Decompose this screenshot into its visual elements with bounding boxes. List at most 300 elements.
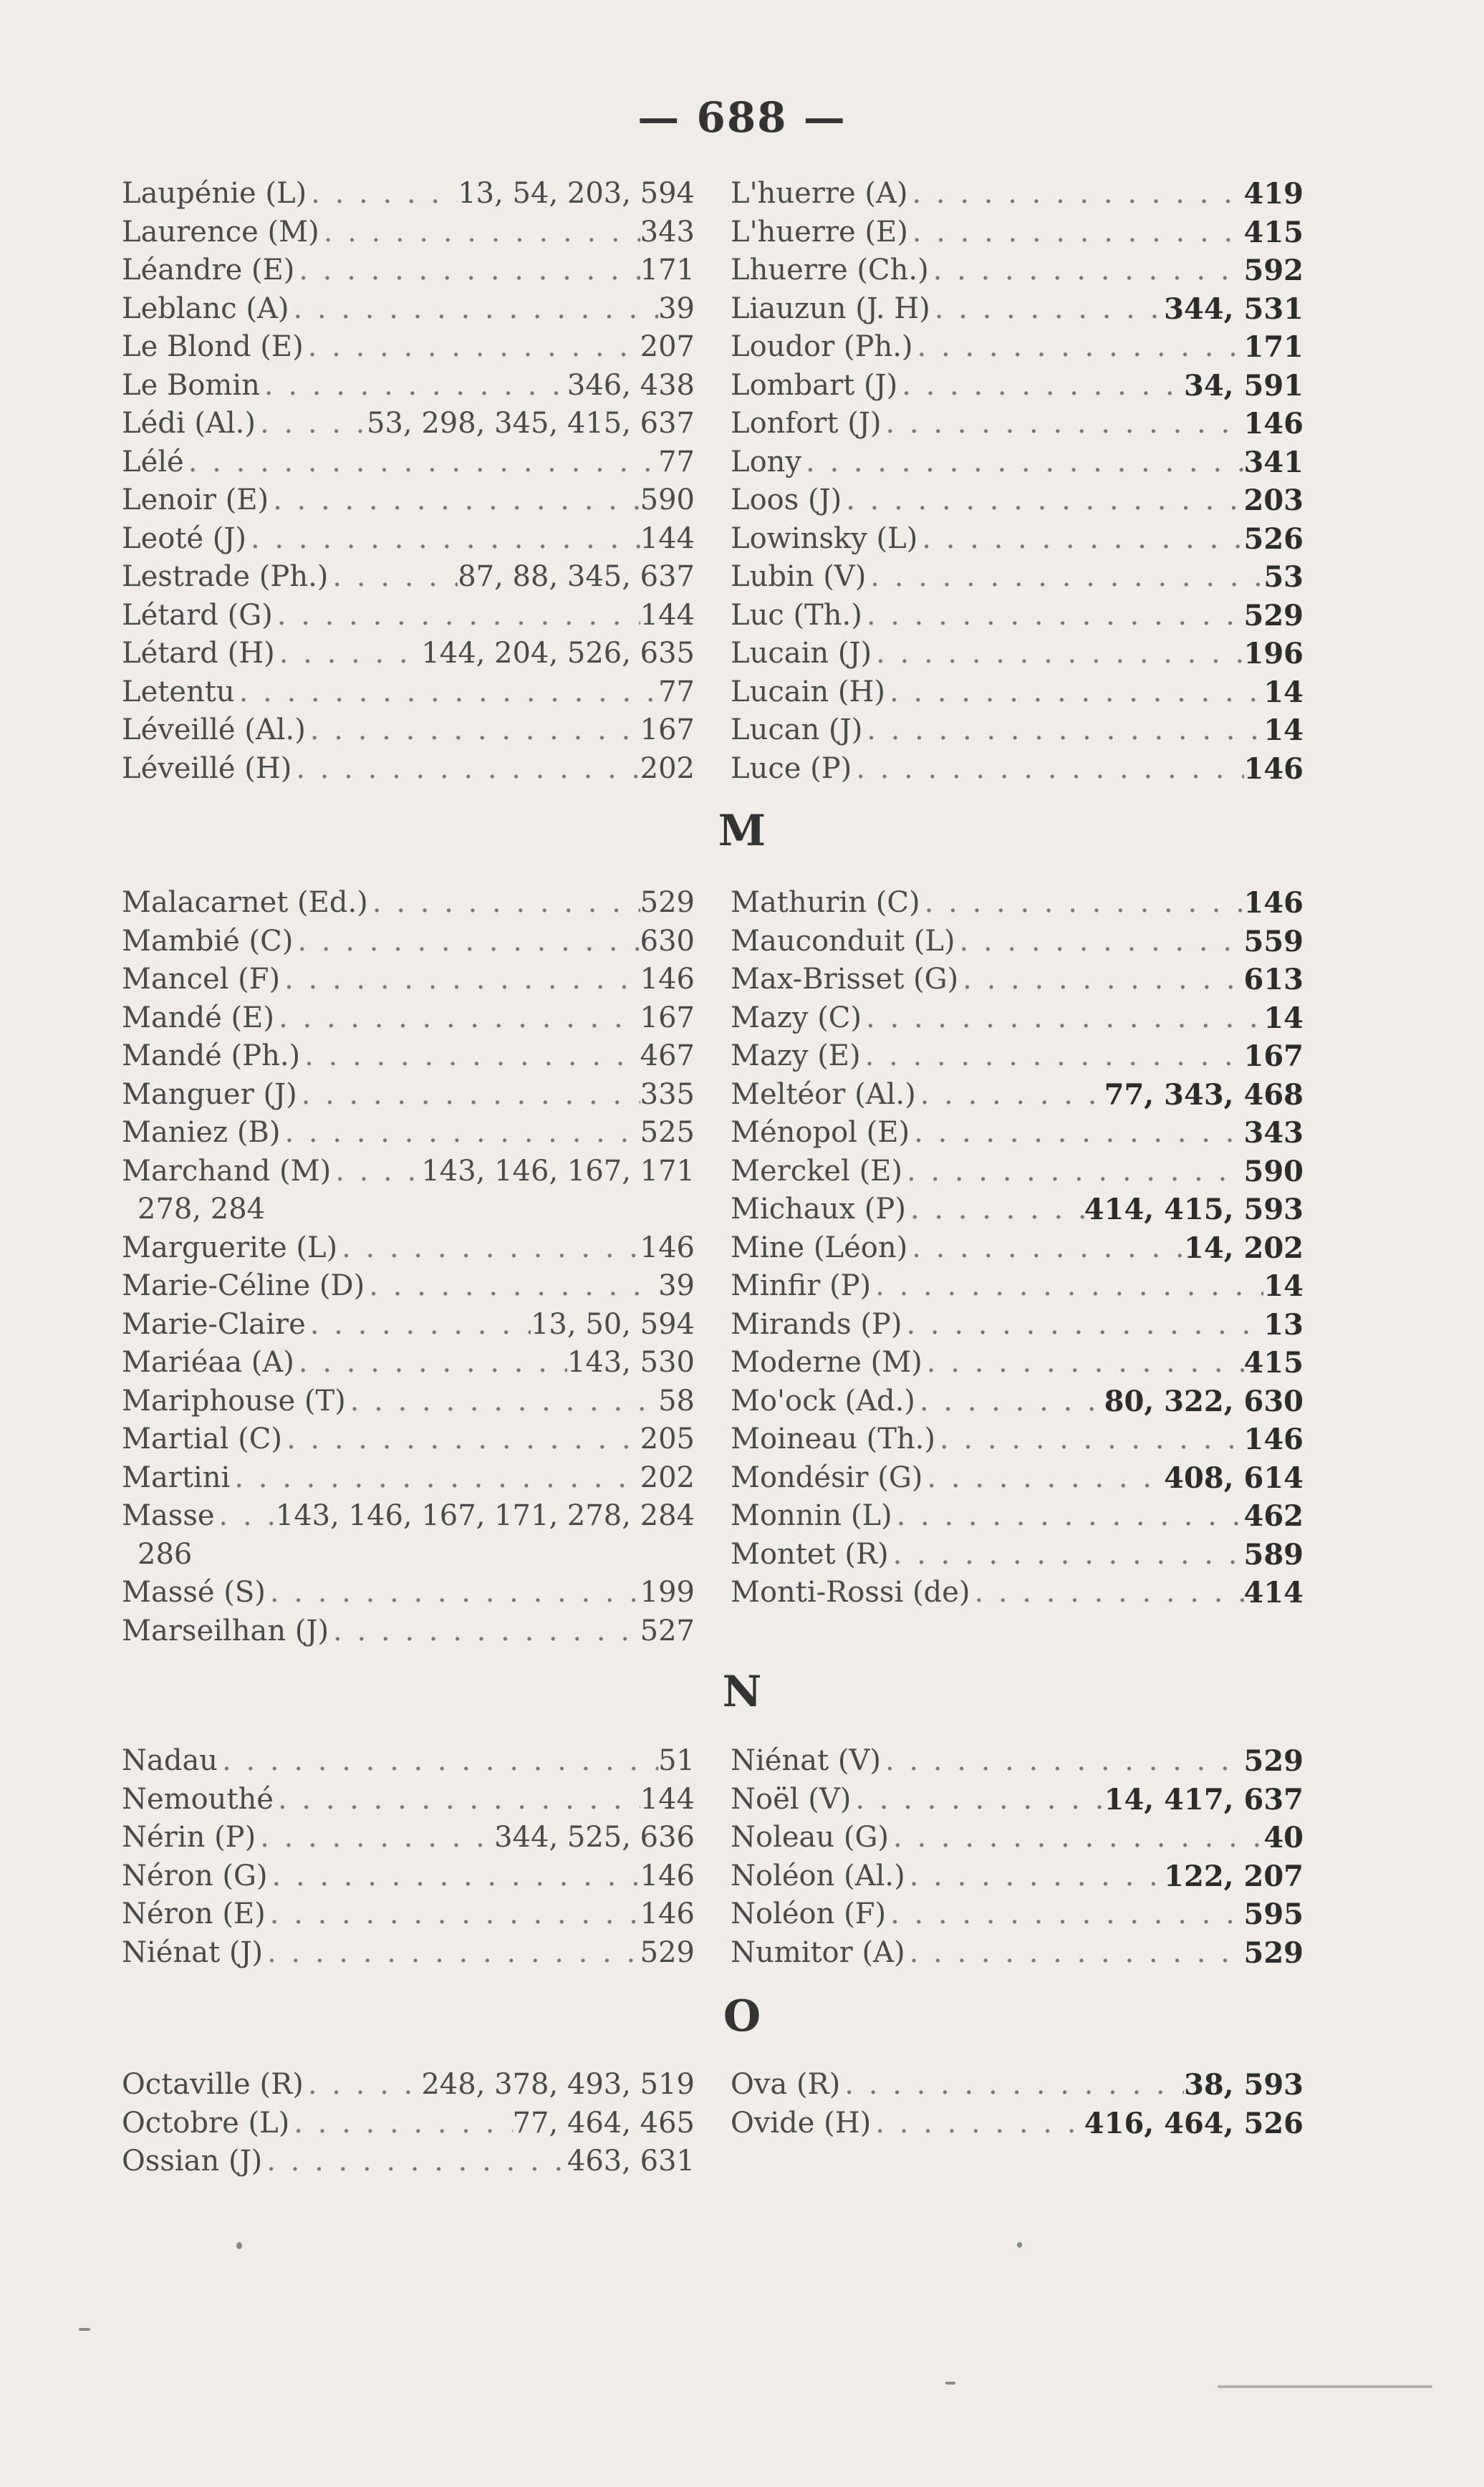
entry-pages: 415 [1243,215,1304,249]
entry-pages: 122, 207 [1164,1859,1304,1893]
entry-name: Malacarnet (Ed.) [122,886,368,919]
entry-pages: 13 [1263,1307,1304,1342]
entry-continuation: 278, 284 [138,1193,266,1226]
entry-name: Lucain (H) [731,675,885,708]
entry-pages: 590 [1243,1154,1304,1188]
entry-name: Laurence (M) [122,215,319,249]
scan-speck [1218,2385,1432,2388]
entry-pages: 205 [640,1423,695,1456]
dot-leader [304,328,640,367]
entry-name: Octobre (L) [122,2106,290,2140]
entry-pages: 167 [640,713,695,746]
index-entry [731,999,1304,1038]
index-entry [122,328,695,367]
dot-leader [916,1076,1104,1115]
left-column [122,1742,695,1972]
dot-leader [885,673,1263,712]
index-entry [122,1344,695,1382]
dot-leader [280,1114,640,1153]
entry-name: Nérin (P) [122,1821,256,1854]
entry-name: Loos (J) [731,484,842,516]
dot-leader [892,1497,1244,1536]
entry-name: Mirands (P) [731,1307,902,1341]
entry-name: Minfir (P) [731,1269,872,1302]
dot-leader [235,673,659,712]
dot-leader [871,1267,1263,1306]
index-entry [731,1420,1304,1459]
entry-name: Martial (C) [122,1423,282,1456]
entry-name: L'huerre (E) [731,215,908,249]
entry-pages: 51 [658,1744,695,1777]
section-letter-m: M [718,806,766,856]
dot-leader [329,1612,640,1651]
dot-leader [218,1742,658,1781]
entry-pages: 77, 464, 465 [512,2106,695,2140]
entry-pages: 146 [1243,751,1304,786]
entry-pages: 344, 525, 636 [494,1821,695,1854]
entry-pages: 595 [1243,1897,1304,1931]
entry-name: Mariéaa (A) [122,1346,294,1379]
entry-name: Mondésir (G) [731,1461,923,1494]
dot-leader [262,2142,567,2181]
entry-pages: 143, 530 [567,1346,695,1379]
index-entry [731,1536,1304,1574]
entry-pages: 167 [1243,1039,1304,1073]
entry-pages: 39 [658,292,695,325]
dot-leader [275,635,422,673]
index-entry [122,597,695,635]
dot-leader [331,1153,421,1191]
entry-name: Letentu [122,675,235,708]
index-entry [731,923,1304,961]
entry-name: Manguer (J) [122,1077,297,1111]
entry-name: Néron (E) [122,1897,266,1930]
entry-name: Le Bomin [122,368,260,402]
entry-pages: 589 [1243,1537,1304,1572]
index-entry [731,635,1304,673]
index-entry [122,1742,695,1781]
dot-leader [840,2066,1184,2104]
entry-pages: 415 [1243,1346,1304,1380]
index-entry [122,2066,695,2104]
dot-leader [306,711,640,750]
entry-name: Moderne (M) [731,1346,922,1379]
entry-name: Michaux (P) [731,1193,906,1226]
index-entry [122,1037,695,1076]
index-entry [731,1382,1304,1421]
entry-pages: 467 [640,1039,695,1072]
index-entry [731,1781,1304,1819]
dot-leader [293,923,640,961]
entry-pages: 14, 417, 637 [1104,1782,1304,1817]
left-column [122,175,695,788]
dot-leader [866,558,1263,597]
entry-pages: 171 [1243,330,1304,364]
entry-pages: 13, 50, 594 [530,1307,695,1341]
index-entry [731,481,1304,520]
dot-leader [294,251,640,290]
entry-name: Mo'ock (Ad.) [731,1384,915,1418]
entry-name: Lenoir (E) [122,484,269,516]
index-entry [122,1781,695,1819]
dot-leader [266,1895,640,1934]
index-entry [731,597,1304,635]
left-column [122,2066,695,2181]
dot-leader [915,1382,1104,1421]
index-entry [122,1857,695,1896]
dot-leader [958,961,1243,999]
dot-leader [280,961,640,999]
dot-leader [862,711,1263,750]
index-entry [122,711,695,750]
index-entry [122,1612,695,1651]
index-entry [731,1306,1304,1344]
entry-pages: 613 [1243,963,1304,996]
index-entry [122,481,695,520]
entry-name: Léandre (E) [122,254,295,287]
dot-leader [907,1229,1184,1268]
index-entry [731,558,1304,597]
entry-pages: 203 [1243,484,1304,517]
entry-pages: 87, 88, 345, 637 [458,560,695,593]
index-entry [122,1420,695,1459]
entry-pages: 414 [1243,1576,1304,1610]
dot-leader [872,635,1243,673]
entry-name: Octaville (R) [122,2068,304,2101]
entry-continuation: 286 [138,1537,193,1571]
index-entry [731,1857,1304,1896]
entry-pages: 529 [640,1935,695,1969]
dot-leader [801,443,1243,482]
entry-pages: 53, 298, 345, 415, 637 [366,407,695,440]
dot-leader [274,1781,640,1819]
entry-name: Léveillé (Al.) [122,713,306,746]
dot-leader [852,750,1243,789]
dot-leader [246,520,640,559]
entry-name: Mathurin (C) [731,886,920,919]
entry-name: Mauconduit (L) [731,924,955,958]
entry-pages: 144 [640,1782,695,1816]
entry-pages: 419 [1243,177,1304,211]
dot-leader [269,481,640,520]
entry-name: Maniez (B) [122,1116,281,1149]
index-entry [731,1267,1304,1306]
dot-leader [266,1574,640,1612]
dot-leader [970,1574,1243,1612]
dot-leader [215,1497,276,1536]
entry-name: Lhuerre (Ch.) [731,254,929,287]
entry-name: Lucan (J) [731,713,863,746]
entry-pages: 146 [640,1897,695,1930]
entry-name: Mazy (C) [731,1001,862,1034]
index-entry [122,1895,695,1934]
index-entry [122,1497,695,1536]
entry-name: Léveillé (H) [122,751,292,785]
dot-leader [889,1536,1244,1574]
index-entry [731,711,1304,750]
entry-pages: 196 [1243,637,1304,670]
index-entry [122,1267,695,1306]
dot-leader [906,1190,1084,1229]
dot-leader [294,1344,567,1382]
right-column [731,1742,1304,1972]
index-entry [122,961,695,999]
index-entry [731,251,1304,290]
dot-leader [230,1459,640,1498]
dot-leader [842,481,1243,520]
entry-pages: 38, 593 [1183,2068,1304,2102]
index-entry [122,2142,695,2181]
dot-leader [930,290,1164,329]
index-entry [731,213,1304,252]
dot-leader [897,367,1184,405]
entry-name: Lubin (V) [731,560,867,593]
entry-name: Mine (Léon) [731,1231,908,1264]
entry-pages: 34, 591 [1183,368,1304,403]
entry-pages: 77, 343, 468 [1104,1077,1304,1112]
entry-name: Monti-Rossi (de) [731,1576,970,1609]
entry-name: Lowinsky (L) [731,521,918,555]
index-entry [122,2104,695,2143]
entry-pages: 14 [1263,1269,1304,1303]
index-entry [122,1382,695,1421]
dot-leader [881,405,1243,443]
entry-pages: 146 [1243,1423,1304,1456]
index-entry [731,290,1304,329]
entry-name: L'huerre (A) [731,177,908,210]
index-entry [731,1459,1304,1498]
entry-pages: 14 [1263,713,1304,747]
index-entry [731,1344,1304,1382]
entry-name: Ménopol (E) [731,1116,910,1149]
entry-pages: 529 [1243,1744,1304,1778]
dot-leader [862,999,1263,1038]
entry-name: Marie-Claire [122,1307,306,1341]
entry-pages: 202 [640,751,695,785]
entry-name: Lucain (J) [731,637,872,670]
entry-pages: 346, 438 [567,368,695,402]
index-entry [731,1190,1304,1229]
entry-name: Luc (Th.) [731,598,862,632]
scan-speck [1017,2242,1022,2248]
dot-leader [306,1306,531,1344]
scan-speck [945,2382,955,2385]
entry-pages: 525 [640,1116,695,1149]
entry-pages: 343 [640,215,695,249]
entry-name: Martini [122,1461,231,1494]
entry-name: Lélé [122,445,184,478]
dot-leader [304,2066,422,2104]
dot-leader [913,328,1244,367]
left-column [122,884,695,1650]
index-entry [731,520,1304,559]
index-entry [731,1819,1304,1857]
entry-pages: 462 [1243,1499,1304,1533]
index-entry [122,1459,695,1498]
entry-pages: 146 [1243,886,1304,920]
dot-leader [905,1934,1244,1973]
entry-name: Marguerite (L) [122,1231,338,1264]
right-column [731,884,1304,1612]
entry-name: Numitor (A) [731,1935,905,1969]
dot-leader [292,750,640,789]
entry-name: Niénat (V) [731,1744,881,1777]
entry-pages: 343 [1243,1116,1304,1150]
entry-name: Lédi (Al.) [122,407,256,440]
entry-pages: 146 [640,1231,695,1264]
entry-name: Merckel (E) [731,1154,902,1188]
index-entry [122,673,695,712]
dot-leader [256,405,367,443]
entry-pages: 463, 631 [567,2145,695,2178]
dot-leader [274,999,640,1038]
entry-pages: 171 [640,254,695,287]
entry-name: Monnin (L) [731,1499,892,1532]
entry-name: Marie-Céline (D) [122,1269,365,1302]
dot-leader [263,1934,640,1973]
index-entry [122,443,695,482]
entry-name: Lony [731,445,802,478]
dot-leader [929,251,1244,290]
entry-name: Mariphouse (T) [122,1384,346,1418]
entry-name: Lombart (J) [731,368,898,402]
entry-name: Mambié (C) [122,924,294,958]
entry-pages: 416, 464, 526 [1084,2106,1304,2140]
dot-leader [922,1344,1244,1382]
entry-name: Loudor (Ph.) [731,330,913,363]
index-entry [122,923,695,961]
index-entry [122,1819,695,1857]
entry-pages: 529 [1243,1935,1304,1970]
dot-leader [862,597,1244,635]
entry-name: Nadau [122,1744,218,1777]
index-entry [122,520,695,559]
dot-leader [289,2104,512,2143]
section-letter-n: N [722,1667,762,1717]
entry-name: Néron (G) [122,1859,268,1892]
entry-pages: 58 [658,1384,695,1418]
dot-leader [910,1114,1243,1153]
index-entry [731,1895,1304,1934]
entry-pages: 144 [640,521,695,555]
index-entry [731,1574,1304,1612]
entry-pages: 14, 202 [1183,1231,1304,1265]
entry-pages: 146 [640,963,695,996]
index-entry [731,673,1304,712]
scan-speck [79,2328,90,2331]
entry-name: Létard (H) [122,637,275,670]
entry-pages: 14 [1263,1001,1304,1035]
index-entry [122,1306,695,1344]
index-entry [731,367,1304,405]
entry-pages: 408, 614 [1164,1461,1304,1495]
entry-pages: 146 [640,1859,695,1892]
entry-pages: 53 [1263,560,1304,594]
dot-leader [300,1037,640,1076]
entry-name: Mazy (E) [731,1039,861,1072]
dot-leader [935,1420,1244,1459]
entry-name: Liauzun (J. H) [731,292,930,325]
dot-leader [307,175,458,213]
entry-pages: 414, 415, 593 [1084,1193,1304,1226]
dot-leader [920,884,1244,923]
entry-pages: 341 [1243,445,1304,479]
index-entry [122,290,695,329]
index-entry [122,251,695,290]
index-entry [122,1153,695,1191]
dot-leader [922,1459,1164,1498]
dot-leader [282,1420,640,1459]
dot-leader [365,1267,658,1306]
entry-pages: 39 [658,1269,695,1302]
entry-pages: 529 [640,886,695,919]
dot-leader [871,2104,1084,2143]
dot-leader [260,367,567,405]
dot-leader [861,1037,1244,1076]
dot-leader [881,1742,1244,1781]
index-entry [122,1574,695,1612]
entry-pages: 527 [640,1614,695,1647]
index-entry [731,175,1304,213]
entry-pages: 143, 146, 167, 171 [421,1154,695,1188]
index-entry [122,367,695,405]
index-entry [122,175,695,213]
entry-name: Ova (R) [731,2068,841,2101]
dot-leader [184,443,658,482]
dot-leader [268,1857,640,1896]
index-entry [122,750,695,789]
index-entry [122,635,695,673]
index-entry [731,1229,1304,1268]
right-column [731,2066,1304,2142]
entry-pages: 526 [1243,521,1304,556]
index-entry [122,1229,695,1268]
index-entry [122,999,695,1038]
index-entry [122,558,695,597]
entry-pages: 559 [1243,924,1304,958]
dot-leader [907,175,1243,213]
index-entry [731,443,1304,482]
entry-pages: 592 [1243,254,1304,287]
entry-name: Montet (R) [731,1537,889,1571]
index-entry [731,2104,1304,2143]
entry-name: Noléon (Al.) [731,1859,905,1892]
entry-name: Ossian (J) [122,2145,263,2178]
entry-pages: 529 [1243,598,1304,632]
dot-leader [908,213,1244,252]
entry-name: Le Blond (E) [122,330,304,363]
entry-pages: 144, 204, 526, 635 [421,637,695,670]
index-entry [122,1076,695,1115]
dot-leader [955,923,1244,961]
dot-leader [346,1382,658,1421]
dot-leader [368,884,640,923]
scan-speck [236,2242,242,2249]
entry-name: Moineau (Th.) [731,1423,935,1456]
entry-name: Laupénie (L) [122,177,307,210]
index-entry [122,1934,695,1973]
dot-leader [905,1857,1164,1896]
entry-pages: 248, 378, 493, 519 [421,2068,695,2101]
entry-name: Massé (S) [122,1576,266,1609]
entry-name: Marchand (M) [122,1154,332,1188]
dot-leader [902,1306,1263,1344]
entry-pages: 590 [640,484,695,516]
index-entry [122,405,695,443]
entry-name: Masse [122,1499,215,1532]
index-entry [122,213,695,252]
index-entry [731,1497,1304,1536]
